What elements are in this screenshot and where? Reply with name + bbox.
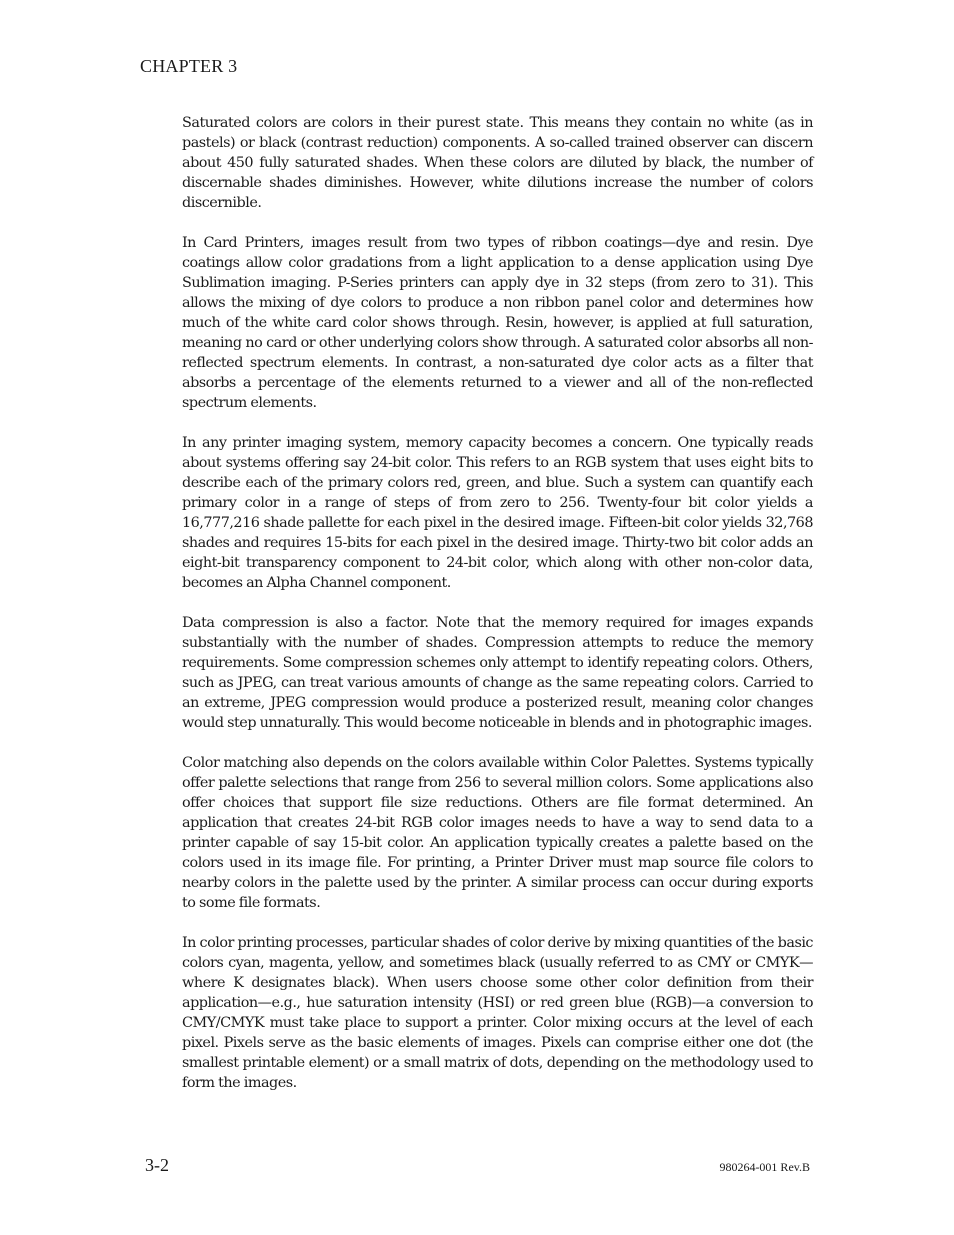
paragraph-saturated-colors: Saturated colors are colors in their purest state. This means they contain no white (as in pastels) or black (contrast reduction) components. A so-called trained observer can discern about 450 fully saturated shades. When these colors are diluted by black, the number of discernable shades diminishes. However, white dilutions increase the number of colors discernible. — [182, 115, 813, 211]
chapter-header: CHAPTER 3 — [140, 56, 238, 76]
page-number: 3-2 — [145, 1155, 169, 1175]
document-id: 980264-001 Rev.B — [719, 1160, 810, 1174]
paragraph-color-printing: In color printing processes, particular shades of color derive by mixing quantities of the basic colors cyan, magenta, yellow, and sometimes black (usually referred to as CMY or CMYK—where K designates black). When users choose some other color definition from their application—e.g., hue saturation intensity (HSI) or red green blue (RGB)—a conversion to CMY/CMYK must take place to support a printer. Color mixing occurs at the level of each pixel. Pixels serve as the basic elements of images. Pixels can comprise either one dot (the smallest printable element) or a small matrix of dots, depending on the methodology used to form the images. — [182, 935, 813, 1091]
paragraph-memory-capacity: In any printer imaging system, memory capacity becomes a concern. One typically reads about systems offering say 24-bit color. This refers to an RGB system that uses eight bits to describe each of the primary colors red, green, and blue. Such a system can quantify each primary color in a range of steps of from zero to 256. Twenty-four bit color yields a 16,777,216 shade pallette for each pixel in the desired image. Fifteen-bit color yields 32,768 shades and requires 15-bits for each pixel in the desired image. Thirty-two bit color adds an eight-bit transparency component to 24-bit color, which along with other non-color data, becomes an Alpha Channel component. — [182, 435, 813, 591]
paragraph-data-compression: Data compression is also a factor. Note that the memory required for images expands substantially with the number of shades. Compression attempts to reduce the memory requirements. Some compression schemes only attempt to identify repeating colors. Others, such as JPEG, can treat various amounts of change as the same repeating colors. Carried to an extreme, JPEG compression would produce a posterized result, meaning color changes would step unnaturally. This would become noticeable in blends and in photographic images. — [182, 615, 813, 731]
paragraph-card-printers: In Card Printers, images result from two types of ribbon coatings—dye and resin. Dye coatings allow color gradations from a light application to a dense application using Dye Sublimation imaging. P-Series printers can apply dye in 32 steps (from zero to 31). This allows the mixing of dye colors to produce a non ribbon panel color and determines how much of the white card color shows through. Resin, however, is applied at full saturation, meaning no card or other underlying colors show through. A saturated color absorbs all non-reflected spectrum elements. In contrast, a non-saturated dye color acts as a filter that absorbs a percentage of the elements returned to a viewer and all of the non-reflected spectrum elements. — [182, 235, 813, 411]
body-text — [182, 113, 813, 1113]
paragraph-color-palettes: Color matching also depends on the colors available within Color Palettes. Systems typically offer palette selections that range from 256 to several million colors. Some applications also offer choices that support file size reductions. Others are file format determined. An application that creates 24-bit RGB color images needs to have a way to send data to a printer capable of say 15-bit color. An application typically creates a palette based on the colors used in its image file. For printing, a Printer Driver must map source file colors to nearby colors in the palette used by the printer. A similar process can occur during exports to some file formats. — [182, 755, 813, 911]
